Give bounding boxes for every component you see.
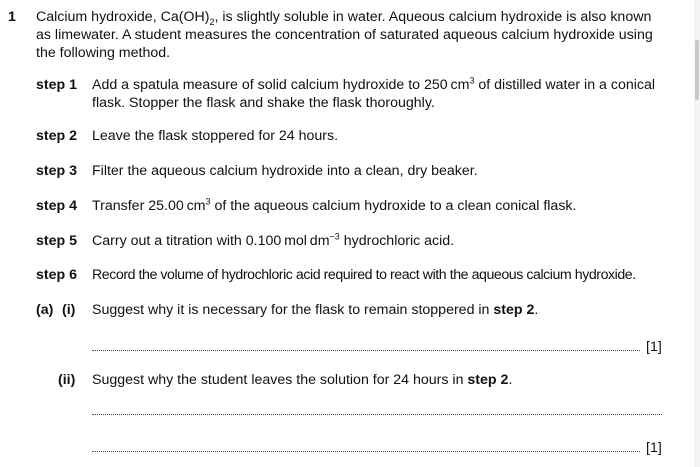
intro-line-2: as limewater. A student measures the concentration of saturated aqueous calcium hydroxide using [36, 27, 653, 43]
intro-line-1 [36, 8, 676, 26]
part-a-ii-label: (ii) [58, 372, 76, 388]
part-a-ii-text-bold: step 2 [467, 372, 509, 388]
step-6-label: step 6 [36, 267, 78, 283]
step-3-text: Filter the aqueous calcium hydroxide into a clean, dry beaker. [92, 163, 478, 179]
step-2-label: step 2 [36, 128, 78, 144]
answer-line-a-i[interactable] [92, 349, 640, 351]
part-a-i-text-a: Suggest why it is necessary for the flask to remain stoppered in [92, 302, 494, 318]
vertical-scrollbar[interactable] [694, 0, 700, 467]
step-4-text [92, 197, 672, 215]
step-2-text: Leave the flask stoppered for 24 hours. [92, 128, 339, 144]
step-1-line-1 [92, 76, 672, 94]
step-5-superscript: −3 [329, 231, 340, 242]
part-a-i-label: (i) [62, 302, 76, 318]
step-1-text-a: Add a spatula measure of solid calcium hydroxide to 250 cm [92, 77, 470, 93]
part-a-ii-text-a: Suggest why the student leaves the solution for 24 hours in [92, 372, 468, 388]
answer-line-a-ii-2[interactable] [92, 450, 640, 452]
part-a-label: (a) [36, 302, 54, 318]
step-1-text [92, 76, 672, 112]
intro-text-a: Calcium hydroxide, Ca(OH) [36, 9, 210, 25]
scrollbar-thumb[interactable] [695, 40, 699, 100]
step-5-text [92, 232, 672, 250]
step-1-text-b: of distilled water in a conical [474, 77, 656, 93]
part-a-i-text-bold: step 2 [493, 302, 535, 318]
step-4-superscript: 3 [205, 196, 211, 207]
step-1-label: step 1 [36, 77, 78, 93]
step-4-label: step 4 [36, 198, 78, 214]
step-4-text-b: of the aqueous calcium hydroxide to a clean conical flask. [210, 198, 577, 214]
part-a-ii-text-b: . [508, 372, 513, 388]
question-number: 1 [8, 9, 16, 25]
mark-a-i: [1] [646, 339, 662, 355]
intro-subscript: 2 [209, 16, 215, 27]
part-a-ii-question [92, 371, 672, 389]
step-3-label: step 3 [36, 163, 78, 179]
step-5-text-a: Carry out a titration with 0.100 mol dm [92, 233, 330, 249]
step-5-label: step 5 [36, 233, 78, 249]
question-intro [36, 8, 676, 62]
mark-a-ii: [1] [646, 440, 662, 456]
step-5-text-b: hydrochloric acid. [339, 233, 455, 249]
intro-text-b: , is slightly soluble in water. Aqueous calcium hydroxide is also known [214, 9, 652, 25]
part-a-i-question [92, 301, 672, 319]
part-a-i-text-b: . [534, 302, 539, 318]
step-1-superscript: 3 [469, 75, 475, 86]
step-1-line-2: flask. Stopper the flask and shake the flask thoroughly. [92, 95, 435, 111]
step-4-text-a: Transfer 25.00 cm [92, 198, 206, 214]
step-6-text: Record the volume of hydrochloric acid required to react with the aqueous calcium hydroxide. [92, 267, 636, 283]
intro-line-3: the following method. [36, 45, 171, 61]
answer-line-a-ii-1[interactable] [92, 413, 662, 415]
